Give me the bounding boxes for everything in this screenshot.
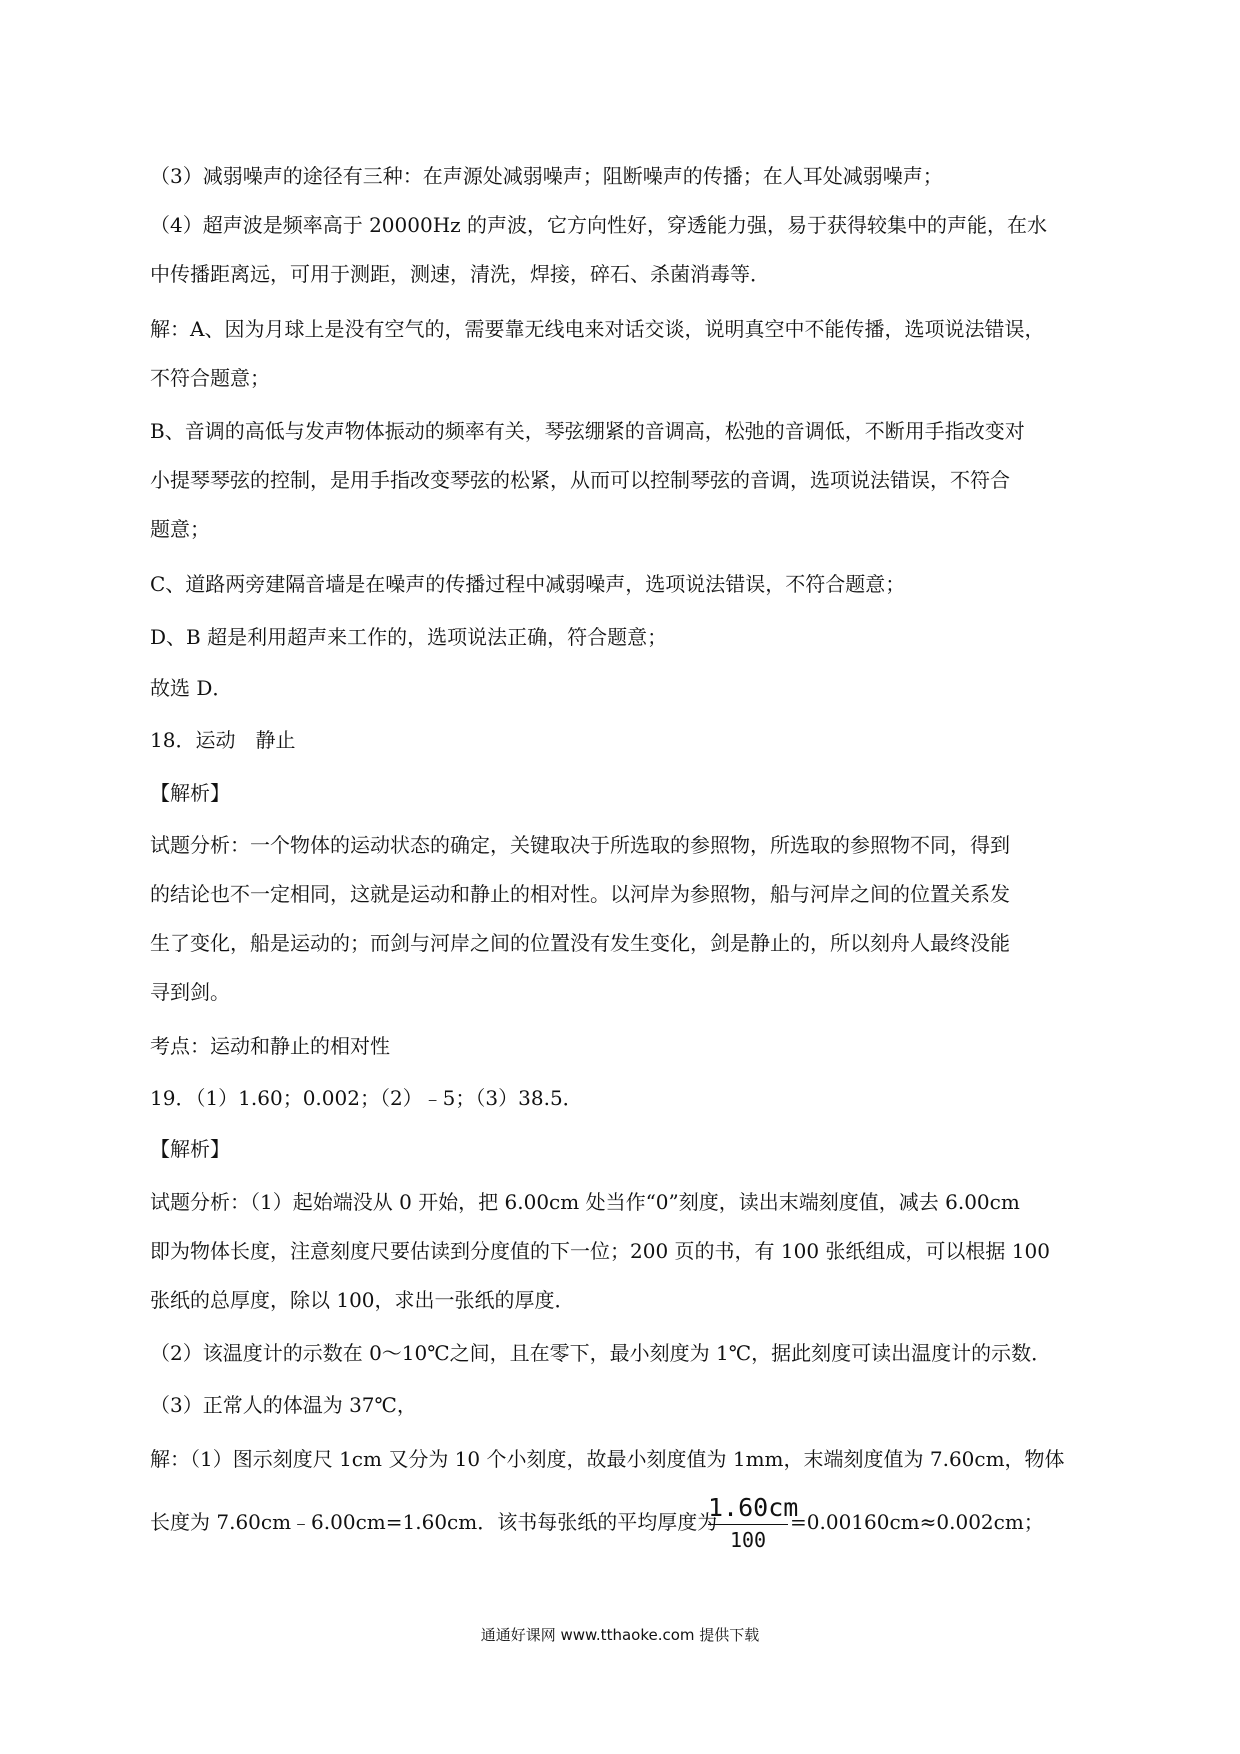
text-line: B、音调的高低与发声物体振动的频率有关，琴弦绷紧的音调高，松弛的音调低，不断用手指改变对 <box>150 419 1025 443</box>
text-line: 中传播距离远，可用于测距，测速，清洗，焊接，碎石、杀菌消毒等． <box>150 262 770 286</box>
text-line-after-fraction: =0.00160cm≈0.002cm； <box>790 1510 1044 1534</box>
text-line: 生了变化，船是运动的；而剑与河岸之间的位置没有发生变化，剑是静止的，所以刻舟人最终没能 <box>150 931 1010 955</box>
text-line: 故选 D． <box>150 676 233 700</box>
question-answer-19: 19．（1）1.60；0.002；（2）﹣5；（3）38.5． <box>150 1086 583 1110</box>
fraction <box>708 1493 799 1552</box>
question-answer-18: 18．运动 静止 <box>150 728 296 752</box>
text-line: 解：（1）图示刻度尺 1cm 又分为 10 个小刻度，故最小刻度值为 1mm，末端刻度值为 7.60cm，物体 <box>150 1447 1065 1471</box>
text-line: （2）该温度计的示数在 0～10℃之间，且在零下，最小刻度为 1℃，据此刻度可读出温度计的示数． <box>150 1341 1052 1365</box>
text-line: 即为物体长度，注意刻度尺要估读到分度值的下一位；200 页的书，有 100 张纸组成，可以根据 100 <box>150 1239 1050 1263</box>
text-line: （3）正常人的体温为 37℃， <box>150 1393 417 1417</box>
text-line: 题意； <box>150 517 210 541</box>
fraction-numerator: 1.60cm <box>708 1493 799 1522</box>
fraction-bar <box>708 1524 788 1525</box>
text-line: （4）超声波是频率高于 20000Hz 的声波，它方向性好，穿透能力强，易于获得较集中的声能，在水 <box>150 213 1048 237</box>
text-line-before-fraction: 长度为 7.60cm﹣6.00cm=1.60cm．该书每张纸的平均厚度为 <box>150 1510 718 1534</box>
fraction-denominator: 100 <box>729 1528 767 1552</box>
text-line: 不符合题意； <box>150 366 270 390</box>
text-line: 试题分析：（1）起始端没从 0 开始，把 6.00cm 处当作“0”刻度，读出末端刻度值，减去 6.00cm <box>150 1190 1020 1214</box>
section-heading: 【解析】 <box>150 781 230 805</box>
text-line: （3）减弱噪声的途径有三种：在声源处减弱噪声；阻断噪声的传播；在人耳处减弱噪声； <box>150 164 943 188</box>
text-line: C、道路两旁建隔音墙是在噪声的传播过程中减弱噪声，选项说法错误，不符合题意； <box>150 572 906 596</box>
text-line: D、B 超是利用超声来工作的，选项说法正确，符合题意； <box>150 625 668 649</box>
footer-text: 通通好课网 www.tthaoke.com 提供下载 <box>480 1626 760 1644</box>
text-line: 的结论也不一定相同，这就是运动和静止的相对性。以河岸为参照物，船与河岸之间的位置关系发 <box>150 882 1010 906</box>
text-line: 考点：运动和静止的相对性 <box>150 1034 390 1058</box>
text-line: 解：A、因为月球上是没有空气的，需要靠无线电来对话交谈，说明真空中不能传播，选项说法错误， <box>150 317 1045 341</box>
text-line: 寻到剑。 <box>150 980 230 1004</box>
text-line: 张纸的总厚度，除以 100，求出一张纸的厚度． <box>150 1288 575 1312</box>
section-heading: 【解析】 <box>150 1137 230 1161</box>
text-line: 小提琴琴弦的控制，是用手指改变琴弦的松紧，从而可以控制琴弦的音调，选项说法错误，不符合 <box>150 468 1010 492</box>
text-line: 试题分析：一个物体的运动状态的确定，关键取决于所选取的参照物，所选取的参照物不同，得到 <box>150 833 1010 857</box>
